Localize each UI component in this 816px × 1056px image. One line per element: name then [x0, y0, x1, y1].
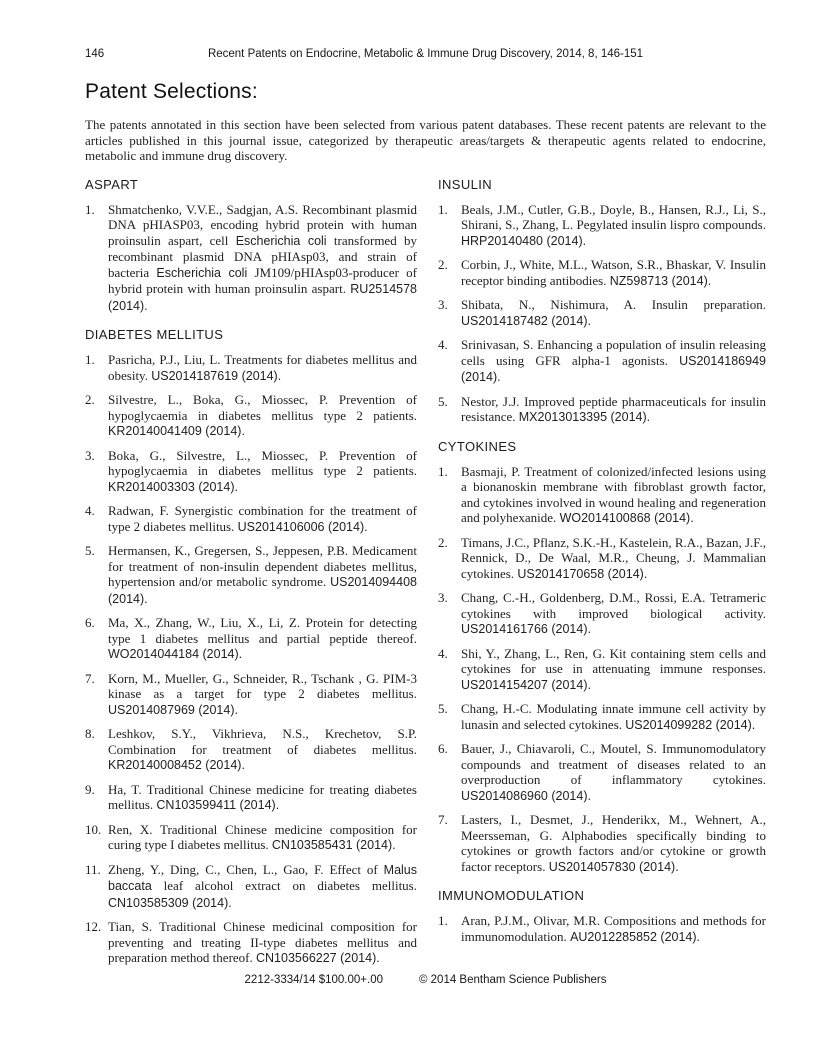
section-heading: ASPART — [85, 176, 139, 192]
reference-text-segment: Radwan, F. Synergistic combination for the treatment of type 2 diabetes mellitus. — [108, 503, 417, 534]
reference-number: 1. — [438, 913, 448, 928]
reference-text — [461, 297, 766, 329]
reference-text — [108, 352, 417, 384]
copyright-notice: © 2014 Bentham Science Publishers — [418, 974, 607, 986]
reference-text — [108, 862, 417, 912]
issn-price: 2212-3334/14 $100.00+.00 — [244, 974, 383, 986]
reference-text-segment: Beals, J.M., Cutler, G.B., Doyle, B., Hansen, R.J., Li, S., Shirani, S., Zhang, L. Pegylated insulin lispro compounds. — [461, 201, 766, 232]
patent-number: CN103585309 (2014). — [108, 895, 232, 910]
reference-text-segment: Boka, G., Silvestre, L., Miossec, P. Prevention of hypoglycaemia in diabetes mellitus type 2 patients. — [108, 447, 417, 478]
reference-list — [85, 202, 417, 315]
reference-text — [461, 913, 766, 945]
reference-number: 7. — [438, 812, 448, 827]
reference-number: 6. — [85, 615, 95, 630]
reference-text-segment: Tian, S. Traditional Chinese medicinal composition for preventing and treating II-type diabetes mellitus and preparation method thereof. — [108, 919, 417, 965]
reference-number: 1. — [85, 201, 95, 217]
reference-text-segment: Chang, H.-C. Modulating innate immune cell activity by lunasin and selected cytokines. — [461, 701, 766, 732]
patent-number: US2014087969 (2014). — [108, 702, 238, 717]
page-title: Patent Selections: — [85, 80, 258, 103]
reference-text-segment: Shibata, N., Nishimura, A. Insulin preparation. — [461, 297, 766, 312]
reference-item — [85, 615, 417, 663]
patent-number: US2014186949 (2014). — [461, 353, 766, 384]
reference-number: 1. — [438, 201, 448, 217]
reference-text-segment: Shi, Y., Zhang, L., Ren, G. Kit containing stem cells and cytokines for use in attenuating immune responses. — [461, 645, 766, 676]
patent-number: US2014187482 (2014). — [461, 313, 591, 328]
reference-text — [108, 392, 417, 440]
reference-item — [438, 741, 766, 804]
reference-text-segment: Bauer, J., Chiavaroli, C., Moutel, S. Immunomodulatory compounds and treatment of diseases related to an overproduction of inflammatory cytokines. — [461, 741, 766, 787]
reference-text-segment: Ren, X. Traditional Chinese medicine composition for curing type I diabetes mellitus. — [108, 821, 417, 852]
reference-number: 8. — [85, 726, 95, 741]
reference-list — [438, 913, 766, 945]
reference-number: 4. — [438, 337, 448, 352]
column-right — [438, 177, 766, 975]
reference-item — [438, 535, 766, 583]
reference-number: 7. — [85, 670, 95, 686]
intro-paragraph: The patents annotated in this section have been selected from various patent databases. These recent patents are relevant to the articles published in this journal issue, categorized by therapeutic areas/targets & therapeutic agents related to endocrine, metabolic and immune drug discovery. — [85, 117, 766, 163]
reference-text-segment: Hermansen, K., Gregersen, S., Jeppesen, P.B. Medicament for treatment of non-insulin dependent diabetes mellitus, hypertension and/or metabolic syndrome. — [108, 543, 417, 589]
reference-number: 4. — [438, 645, 448, 661]
reference-text — [461, 535, 766, 583]
reference-number: 3. — [438, 590, 448, 605]
reference-number: 11. — [85, 861, 101, 877]
reference-text — [108, 448, 417, 496]
patent-number: US2014187619 (2014). — [151, 368, 282, 383]
reference-text-segment: Pasricha, P.J., Liu, L. Treatments for diabetes mellitus and obesity. — [108, 352, 417, 383]
reference-list — [85, 352, 417, 967]
reference-number: 5. — [438, 701, 448, 716]
journal-title-line: Recent Patents on Endocrine, Metabolic & Immune Drug Discovery, 2014, 8, 146-151 — [207, 48, 644, 60]
reference-number: 1. — [85, 352, 95, 367]
reference-item — [85, 919, 417, 967]
patent-number: RU2514578 (2014). — [108, 282, 417, 313]
reference-text-segment: Nestor, J.J. Improved peptide pharmaceuticals for insulin resistance. — [461, 393, 766, 424]
reference-text — [461, 394, 766, 426]
patent-number: CN103566227 (2014). — [256, 951, 380, 965]
patent-number: HRP20140480 (2014). — [461, 233, 587, 248]
reference-number: 6. — [438, 741, 448, 756]
patent-number: AU2012285852 (2014). — [570, 929, 701, 944]
reference-number: 2. — [85, 392, 95, 407]
running-header — [85, 47, 766, 61]
reference-text-segment: Chang, C.-H., Goldenberg, D.M., Rossi, E.A. Tetrameric cytokines with improved biological activity. — [461, 590, 766, 621]
reference-text-segment: Zheng, Y., Ding, C., Chen, L., Gao, F. Effect of — [108, 861, 384, 877]
reference-item — [85, 822, 417, 854]
reference-text-segment: Basmaji, P. Treatment of colonized/infected lesions using a bionanoskin membrane with fibroblast growth factor, and cytokines involved in wound healing and regeneration and polyhexanide. — [461, 463, 766, 525]
reference-item — [438, 701, 766, 733]
reference-item — [85, 448, 417, 496]
patent-number: CN103599411 (2014). — [156, 798, 280, 812]
species-name: Escherichia coli — [156, 265, 248, 280]
reference-number: 12. — [85, 919, 102, 934]
reference-text-segment: Ha, T. Traditional Chinese medicine for treating diabetes mellitus. — [108, 781, 417, 812]
reference-text — [108, 202, 417, 315]
reference-text — [461, 701, 766, 733]
reference-item — [438, 394, 766, 426]
patent-number: US2014099282 (2014). — [625, 717, 756, 732]
patent-number: MX2013013395 (2014). — [518, 410, 651, 424]
reference-item — [85, 503, 417, 535]
patent-number: US2014161766 (2014). — [461, 622, 591, 636]
reference-item — [438, 590, 766, 638]
reference-text — [461, 646, 766, 694]
reference-item — [85, 202, 417, 315]
reference-number: 3. — [438, 297, 448, 312]
reference-item — [85, 862, 417, 912]
reference-number: 5. — [85, 543, 95, 558]
page-number: 146 — [85, 48, 105, 60]
reference-number: 5. — [438, 393, 448, 409]
reference-item — [85, 782, 417, 814]
reference-item — [438, 337, 766, 386]
patent-number: KR20140041409 (2014). — [108, 424, 245, 438]
reference-text-segment: Lasters, I., Desmet, J., Henderikx, M., Wehnert, A., Meersseman, G. Alphabodies specifically binding to cytokines or growth factors and/or cytokine or growth factor receptors. — [461, 812, 766, 874]
patent-number: US2014086960 (2014). — [461, 788, 591, 803]
patent-number: US2014057830 (2014). — [548, 859, 679, 874]
reference-item — [438, 297, 766, 329]
reference-text-segment: Silvestre, L., Boka, G., Miossec, P. Prevention of hypoglycaemia in diabetes mellitus type 2 patients. — [108, 392, 417, 423]
column-left — [85, 177, 417, 975]
reference-text-segment: Leshkov, S.Y., Vikhrieva, N.S., Krechetov, S.P. Combination for treatment of diabetes mellitus. — [108, 726, 417, 757]
reference-item — [85, 671, 417, 719]
reference-item — [438, 202, 766, 250]
reference-item — [438, 812, 766, 875]
reference-text-segment: transformed by recombinant plasmid DNA pHIAsp03, and strain of bacteria — [108, 232, 418, 280]
reference-item — [85, 352, 417, 384]
reference-number: 2. — [438, 257, 448, 272]
species-name: Malus baccata — [108, 862, 417, 893]
reference-number: 1. — [438, 463, 448, 479]
reference-text — [108, 919, 417, 967]
reference-text — [461, 741, 766, 804]
reference-text-segment: Srinivasan, S. Enhancing a population of insulin releasing cells using GFR alpha-1 agonists. — [461, 337, 766, 368]
patent-number: WO2014100868 (2014). — [559, 511, 694, 525]
reference-text — [108, 782, 417, 814]
reference-text-segment: leaf alcohol extract on diabetes mellitus. — [151, 878, 417, 893]
reference-number: 3. — [85, 447, 95, 463]
reference-text — [461, 590, 766, 638]
reference-text — [461, 812, 766, 875]
reference-text-segment: Ma, X., Zhang, W., Liu, X., Li, Z. Protein for detecting type 1 diabetes mellitus and partial peptide thereof. — [108, 615, 417, 646]
reference-text-segment: Corbin, J., White, M.L., Watson, S.R., Bhaskar, V. Insulin receptor binding antibodies. — [461, 257, 766, 288]
section-heading: INSULIN — [438, 176, 493, 192]
reference-text-segment: Aran, P.J.M., Olivar, M.R. Compositions and methods for immunomodulation. — [461, 913, 766, 944]
patent-number: CN103585431 (2014). — [271, 838, 396, 852]
page-footer — [85, 974, 766, 986]
reference-list — [438, 202, 766, 426]
patent-number: US2014170658 (2014). — [517, 566, 648, 581]
reference-text — [108, 726, 417, 774]
reference-item — [85, 392, 417, 440]
patent-number: US2014094408 (2014). — [108, 575, 417, 606]
reference-number: 2. — [438, 534, 448, 550]
reference-list — [438, 464, 766, 876]
section-heading: IMMUNOMODULATION — [438, 888, 585, 903]
reference-text — [461, 337, 766, 386]
reference-item — [438, 913, 766, 945]
reference-number: 9. — [85, 781, 95, 797]
reference-text — [108, 615, 417, 663]
reference-text-segment: JM109/pHIAsp03-producer of hybrid protein with human proinsulin aspart. — [108, 264, 417, 296]
reference-text — [108, 671, 417, 719]
patent-number: NZ598713 (2014). — [609, 273, 712, 288]
patent-number: WO2014044184 (2014). — [108, 647, 243, 661]
reference-item — [85, 543, 417, 607]
patent-number: US2014154207 (2014). — [461, 677, 591, 692]
patent-number: KR20140008452 (2014). — [108, 758, 245, 772]
reference-text-segment: Shmatchenko, V.V.E., Sadgjan, A.S. Recombinant plasmid DNA pHIASP03, encoding hybrid protein with human proinsulin aspart, cell — [108, 201, 417, 248]
reference-text — [108, 543, 417, 607]
reference-item — [438, 464, 766, 527]
reference-text-segment: Korn, M., Mueller, G., Schneider, R., Tschank , G. PIM-3 kinase as a target for type 2 diabetes mellitus. — [108, 670, 417, 701]
section-heading: CYTOKINES — [438, 438, 517, 454]
reference-item — [438, 646, 766, 694]
reference-number: 4. — [85, 503, 95, 518]
reference-text — [461, 202, 766, 250]
two-column-body — [85, 177, 766, 975]
reference-text — [461, 257, 766, 289]
reference-text — [108, 503, 417, 535]
species-name: Escherichia coli — [235, 233, 327, 248]
patent-number: US2014106006 (2014). — [237, 519, 368, 534]
reference-number: 10. — [85, 821, 102, 837]
reference-item — [438, 257, 766, 289]
patent-number: KR2014003303 (2014). — [108, 479, 238, 494]
reference-item — [85, 726, 417, 774]
reference-text — [108, 822, 417, 854]
reference-text — [461, 464, 766, 527]
section-heading: DIABETES MELLITUS — [85, 327, 224, 342]
reference-text-segment: Timans, J.C., Pflanz, S.K.-H., Kastelein, R.A., Bazan, J.F., Rennick, D., De Waal, M.R., Cheung, J. Mammalian cytokines. — [461, 534, 766, 581]
